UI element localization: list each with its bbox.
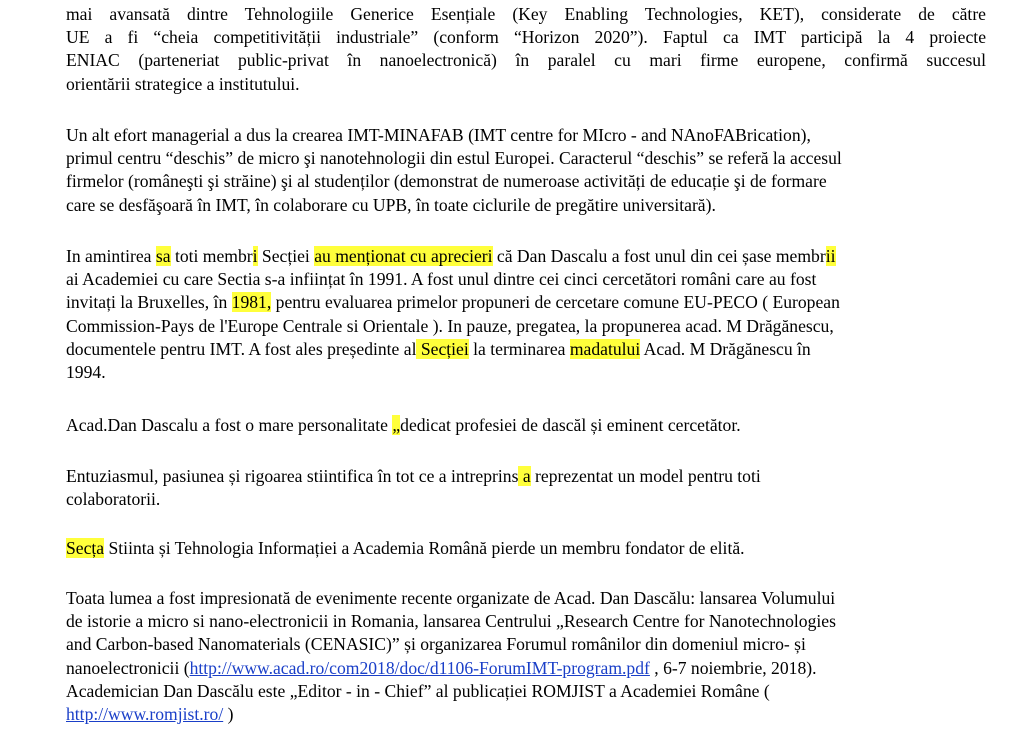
text-line <box>66 245 986 268</box>
text-line: Commission-Pays de l'Europe Centrale si Orientale ). In pauze, pregatea, la propunerea acad. M Drăgănescu, <box>66 315 834 336</box>
text-run: la terminarea <box>468 338 570 359</box>
text-run: In amintirea <box>66 246 156 266</box>
text-line <box>66 338 986 361</box>
paragraph-events <box>66 587 986 726</box>
text-line: 1994. <box>66 362 106 383</box>
text-line <box>66 465 986 488</box>
paragraph-section-loss <box>66 537 986 560</box>
text-run: ) <box>223 704 234 725</box>
highlighted-text: 1981, <box>231 292 272 313</box>
highlighted-text: madatului <box>569 338 641 359</box>
text-line: Un alt efort managerial a dus la crearea IMT-MINAFAB (IMT centre for MIcro - and NAnoFABrication), <box>66 125 811 145</box>
text-line: Toata lumea a fost impresionată de evenimente recente organizate de Acad. Dan Dascălu: lansarea Volumului <box>66 588 836 608</box>
text-run: nanoelectronicii ( <box>66 657 190 678</box>
text-line <box>66 414 986 437</box>
text-run: Stiinta și Tehnologia Informației a Academia Română pierde un membru fondator de elită. <box>104 538 745 558</box>
text-run: că Dan Dascalu a fost unul din cei șase membr <box>492 246 826 266</box>
text-run: , 6-7 noiembrie, 2018). <box>649 657 817 678</box>
romjist-link[interactable]: http://www.romjist.ro/ <box>66 704 224 725</box>
highlighted-text: ii <box>825 246 836 266</box>
text-run: Acad. M Drăgănescu în <box>640 338 811 359</box>
highlighted-text: i <box>252 246 258 266</box>
text-run: documentele pentru IMT. A fost ales președinte al <box>66 338 417 359</box>
highlighted-text: a <box>518 466 531 486</box>
text-run: Entuziasmul, pasiunea și rigoarea stiintifica în tot ce a intreprins <box>66 466 519 486</box>
text-run: dedicat profesiei de dascăl și eminent cercetător. <box>400 415 741 435</box>
text-run: Acad.Dan Dascalu a fost o mare personalitate <box>66 415 393 435</box>
text-line: care se desfăşoară în IMT, în colaborare cu UPB, în toate ciclurile de pregătire universitară). <box>66 194 716 215</box>
paragraph-minafab <box>66 124 986 217</box>
highlighted-text: Secției <box>416 338 469 359</box>
paragraph-personality <box>66 414 986 437</box>
text-line: mai avansată dintre Tehnologiile Generice Esențiale (Key Enabling Technologies, KET), considerate de către <box>66 4 986 24</box>
forum-program-link[interactable]: http://www.acad.ro/com2018/doc/d1106-ForumIMT-program.pdf <box>189 657 650 678</box>
text-line: ENIAC (parteneriat public-privat în nanoelectronică) în paralel cu mari firme europene, confirmă succesul <box>66 50 986 71</box>
text-run: reprezentat un model pentru toti <box>530 466 761 486</box>
paragraph-academy <box>66 245 986 384</box>
paragraph-enthusiasm <box>66 465 986 511</box>
highlighted-text: „ <box>392 415 401 435</box>
text-line: and Carbon-based Nanomaterials (CENASIC)” și organizarea Forumul românilor din domeniul micro- și <box>66 634 806 655</box>
highlighted-text: sa <box>155 246 171 266</box>
text-line: ai Academiei cu care Sectia s-a inființat în 1991. A fost unul dintre cei cinci cercetători români care au fost <box>66 269 817 290</box>
text-line: orientării strategice a institutului. <box>66 73 300 94</box>
text-line <box>66 703 986 726</box>
text-run: Secției <box>257 246 315 266</box>
text-line <box>66 657 986 680</box>
text-line: Academician Dan Dascălu este „Editor - in - Chief” al publicației ROMJIST a Academiei Române ( <box>66 680 770 701</box>
highlighted-text: au menționat cu aprecieri <box>314 246 493 266</box>
text-line: de istorie a micro si nano-electronicii in Romania, lansarea Centrului „Research Centre for Nanotechnologies <box>66 611 836 632</box>
text-line: UE a fi “cheia competitivității industriale” (conform “Horizon 2020”). Faptul ca IMT participă la 4 proiecte <box>66 27 986 48</box>
text-line: primul centru “deschis” de micro şi nanotehnologii din estul Europei. Caracterul “deschis” se referă la accesul <box>66 148 842 169</box>
text-line <box>66 291 986 314</box>
text-line: colaboratorii. <box>66 489 161 510</box>
text-line: firmelor (româneşti şi străine) şi al studenților (demonstrat de numeroase activități de educație şi de formare <box>66 171 827 192</box>
text-line <box>66 537 986 560</box>
text-run: pentru evaluarea primelor propuneri de cercetare comune EU-PECO ( European <box>271 292 840 313</box>
paragraph-ket <box>66 3 986 96</box>
text-run: invitați la Bruxelles, în <box>66 292 232 313</box>
highlighted-text: Secța <box>66 538 105 558</box>
text-run: toti membr <box>170 246 253 266</box>
